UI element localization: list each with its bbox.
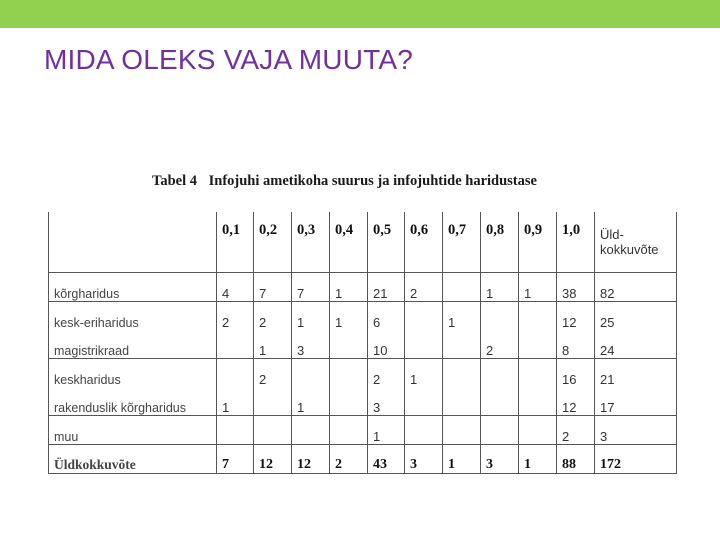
header-cell: 0,8 (481, 212, 519, 273)
table-cell (254, 387, 292, 416)
education-table (48, 212, 677, 474)
table-cell: 10 (368, 330, 405, 359)
table-cell: 3 (292, 330, 330, 359)
row-label: keskharidus (49, 359, 217, 388)
table-cell (330, 359, 368, 388)
table-cell: 2 (557, 416, 595, 445)
header-cell-total: Üld-kokkuvõte (595, 212, 677, 273)
table-cell: 2 (254, 302, 292, 331)
row-label: magistrikraad (49, 330, 217, 359)
table-cell: 1 (254, 330, 292, 359)
table-cell (405, 416, 443, 445)
table-row (49, 273, 677, 302)
table-cell (519, 387, 557, 416)
total-cell: 172 (595, 445, 677, 474)
table-header-row (49, 212, 677, 273)
table-caption-text: Infojuhi ametikoha suurus ja infojuhtide haridustase (208, 173, 537, 189)
total-cell: 12 (254, 445, 292, 474)
header-cell: 0,6 (405, 212, 443, 273)
table-cell: 1 (368, 416, 405, 445)
table-cell (405, 330, 443, 359)
table-cell: 1 (292, 387, 330, 416)
table-cell: 7 (254, 273, 292, 302)
table-cell (519, 302, 557, 331)
header-cell: 0,7 (443, 212, 481, 273)
table-cell (519, 330, 557, 359)
table-cell: 1 (217, 387, 254, 416)
table-cell: 2 (217, 302, 254, 331)
table-cell (481, 302, 519, 331)
table-cell (330, 387, 368, 416)
table-cell: 3 (595, 416, 677, 445)
table-cell: 2 (481, 330, 519, 359)
table-cell (481, 416, 519, 445)
table-cell: 1 (330, 273, 368, 302)
table-cell: 2 (368, 359, 405, 388)
table-cell (443, 359, 481, 388)
table-cell (519, 416, 557, 445)
table-cell: 21 (368, 273, 405, 302)
table-cell (443, 330, 481, 359)
table-cell: 1 (330, 302, 368, 331)
table-total-row (49, 445, 677, 474)
table-cell: 4 (217, 273, 254, 302)
header-cell: 0,1 (217, 212, 254, 273)
slide-title: MIDA OLEKS VAJA MUUTA? (44, 44, 414, 75)
table-cell (254, 416, 292, 445)
table-cell: 1 (443, 302, 481, 331)
table-caption (152, 173, 537, 190)
table-cell: 24 (595, 330, 677, 359)
header-cell: 0,9 (519, 212, 557, 273)
table-cell (481, 359, 519, 388)
table-cell: 17 (595, 387, 677, 416)
header-cell (49, 212, 217, 273)
total-cell: 3 (405, 445, 443, 474)
header-cell: 0,3 (292, 212, 330, 273)
table-cell (443, 273, 481, 302)
total-cell: 7 (217, 445, 254, 474)
total-cell: 3 (481, 445, 519, 474)
row-label: kõrgharidus (49, 273, 217, 302)
table-cell: 38 (557, 273, 595, 302)
table-cell (292, 359, 330, 388)
row-label: kesk-eriharidus (49, 302, 217, 331)
header-cell: 1,0 (557, 212, 595, 273)
table-cell: 16 (557, 359, 595, 388)
table-cell: 21 (595, 359, 677, 388)
table-row (49, 387, 677, 416)
table-row (49, 330, 677, 359)
table-cell: 1 (481, 273, 519, 302)
top-accent-bar (0, 0, 720, 28)
table-cell (330, 416, 368, 445)
table-cell: 6 (368, 302, 405, 331)
total-cell: 2 (330, 445, 368, 474)
table-cell (443, 416, 481, 445)
table-cell (405, 302, 443, 331)
table-cell (405, 387, 443, 416)
table-cell (217, 330, 254, 359)
table-cell (292, 416, 330, 445)
row-label: muu (49, 416, 217, 445)
total-cell: 12 (292, 445, 330, 474)
table-row (49, 416, 677, 445)
table-cell: 1 (519, 273, 557, 302)
table-row (49, 302, 677, 331)
table-cell (330, 330, 368, 359)
total-cell: 88 (557, 445, 595, 474)
table-cell: 82 (595, 273, 677, 302)
table-cell: 25 (595, 302, 677, 331)
header-cell: 0,5 (368, 212, 405, 273)
table-cell (519, 359, 557, 388)
table-caption-label: Tabel 4 (152, 173, 197, 189)
table-row (49, 359, 677, 388)
table-cell (217, 359, 254, 388)
table-cell (443, 387, 481, 416)
table-cell: 12 (557, 387, 595, 416)
table-cell: 2 (254, 359, 292, 388)
total-row-label: Üldkokkuvõte (49, 445, 217, 474)
row-label: rakenduslik kõrgharidus (49, 387, 217, 416)
total-cell: 1 (443, 445, 481, 474)
table-cell (217, 416, 254, 445)
total-cell: 43 (368, 445, 405, 474)
header-cell: 0,2 (254, 212, 292, 273)
table-cell: 7 (292, 273, 330, 302)
table-cell: 3 (368, 387, 405, 416)
table-cell: 2 (405, 273, 443, 302)
table-cell (481, 387, 519, 416)
header-cell: 0,4 (330, 212, 368, 273)
table-cell: 12 (557, 302, 595, 331)
total-cell: 1 (519, 445, 557, 474)
table-cell: 1 (405, 359, 443, 388)
table-cell: 1 (292, 302, 330, 331)
table-cell: 8 (557, 330, 595, 359)
